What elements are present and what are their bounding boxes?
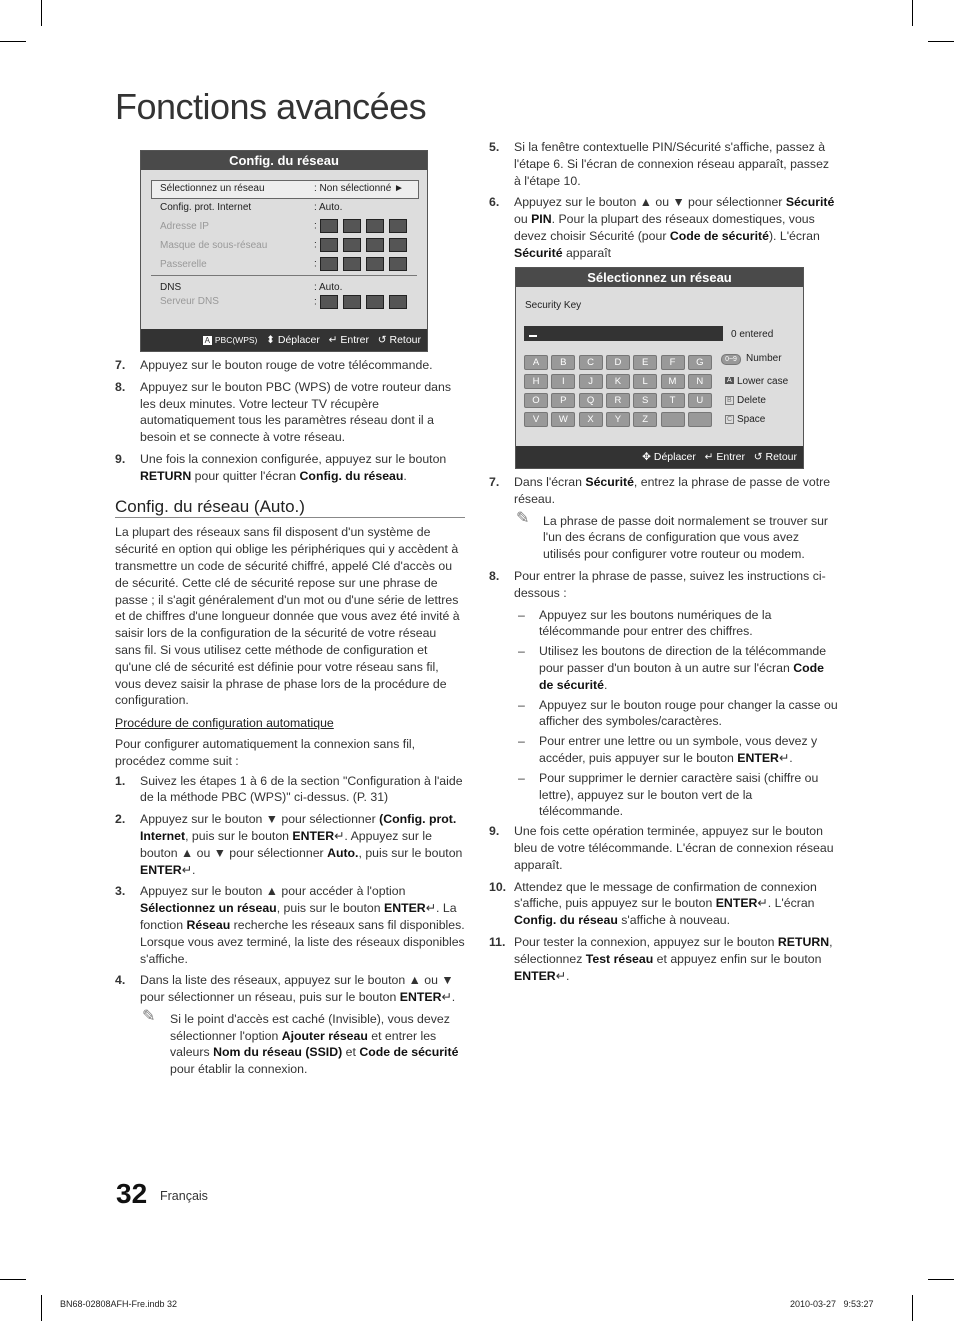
keyboard-key[interactable]: U [688,393,712,408]
subhead: Procédure de configuration automatique [115,716,334,731]
security-key-input[interactable] [524,326,723,341]
keyboard-key[interactable]: F [661,355,685,370]
crop-mark [41,1295,42,1321]
space-label: Space [737,414,766,425]
return-label: Retour [765,451,797,463]
keyboard-key[interactable]: K [606,374,630,389]
keyboard-key[interactable]: Z [633,412,657,427]
step-10: 10. Attendez que le message de confirmation de connexion s'affiche, puis appuyez sur le bouton ENTER↵. L'écran Config. du réseau s'affiche à nouveau. [489,879,817,928]
note: ✎ Si le point d'accès est caché (Invisible), vous devez sélectionner l'option Ajouter réseau et entrer les valeurs Nom du réseau (SSID) et Code de sécurité pour établir la connexion. [142,1007,459,1077]
print-footer-left: BN68-02808AFH-Fre.indb 32 [60,1299,178,1309]
keyboard-key[interactable]: D [606,355,630,370]
a-key-icon: A [727,377,732,384]
crop-mark [41,0,42,26]
intro-paragraph: La plupart des réseaux sans fil disposent d'un système de sécurité en option qui oblige les périphériques qui y accèdent à transmettre un code de sécurité chiffré, appelé Clé d'accès ou de sécurité. Cette clé de sécurité repose sur une phrase de passe ; il s'agit généralement d'un mot ou d'une série de lettres et de chiffres d'une longueur donnée que vous avez été invité à saisir lors de la configuration de la sécurité de votre réseau sans fil. Si vous utilisez cette méthode de configuration et qu'une clé de sécurité est définie pour votre réseau sans fil, vous devez saisir la phrase de phase lors de la procédure de configuration. [115,525,460,708]
step-8: 8. Appuyez sur le bouton PBC (WPS) de votre routeur dans les deux minutes. Votre lecteur TV récupère automatiquement tous les paramètres réseau dont il a besoin et se connecte à votre réseau. [115,379,451,445]
menu-row-value: : Auto. [314,282,343,293]
keyboard-key[interactable]: S [633,393,657,408]
screen-footer [141,329,427,351]
section-title: Config. du réseau (Auto.) [115,499,465,519]
number-key[interactable]: 0~9 [721,354,741,365]
crop-mark [928,1279,954,1280]
menu-row-label: Serveur DNS [160,296,219,307]
entered-count: 0 entered [731,329,774,340]
lower-case-label: Lower case [737,376,789,387]
menu-row-label[interactable]: DNS [160,282,182,293]
keyboard-key[interactable]: M [661,374,685,389]
crop-mark [912,0,913,26]
step-5: 5. Si la fenêtre contextuelle PIN/Sécurité s'affiche, passez à l'étape 6. Si l'écran de connexion réseau apparaît, passez à l'étape 10. [489,140,830,188]
crop-mark [0,41,26,42]
crop-mark [0,1279,26,1280]
enter-icon: ↵ [334,828,345,843]
step-2: 2. Appuyez sur le bouton ▼ pour sélectionner (Config. prot. Internet, puis sur le bouton ENTER↵. Appuyez sur le bouton ▲ ou ▼ pour sélectionner Auto., puis sur le bouton ENTER↵. [115,812,463,877]
keyboard-key-blank[interactable] [661,412,685,427]
keyboard-key[interactable]: E [633,355,657,370]
pbc-label: PBC(WPS) [214,335,258,345]
menu-row-value: : Auto. [314,202,343,213]
dash-item: – Pour entrer une lettre ou un symbole, vous devez y accéder, puis appuyer sur le bouton ENTER↵. [518,734,818,765]
security-key-label: Security Key [525,300,582,311]
screen-footer [516,446,803,468]
keyboard-key[interactable]: L [633,374,657,389]
keyboard-key[interactable]: Y [606,412,630,427]
page-language: Français [160,1189,208,1203]
enter-icon: ↵ [555,968,566,983]
enter-label: Entrer [716,451,745,463]
page-number: 32 [116,1178,148,1209]
right-column-bottom [489,474,839,989]
keyboard-key[interactable]: P [551,393,575,408]
move-label: Déplacer [277,334,320,346]
menu-row-value: : Non sélectionné ► [314,183,404,194]
keyboard-key[interactable]: W [551,412,575,427]
screen-title: Config. du réseau [141,151,427,170]
menu-row-label[interactable]: Config. prot. Internet [160,202,252,213]
keyboard-key[interactable]: C [579,355,603,370]
menu-row-label: Masque de sous-réseau [160,240,268,251]
network-config-screen [140,150,428,352]
dash-item: – Pour supprimer le dernier caractère saisi (chiffre ou lettre), appuyez sur le bouton vert de la télécommande. [518,770,819,819]
step-7: 7. Appuyez sur le bouton rouge de votre télécommande. [115,358,433,372]
step-3: 3. Appuyez sur le bouton ▲ pour accéder à l'option Sélectionnez un réseau, puis sur le bouton ENTER↵. La fonction Réseau recherche les réseaux sans fil disponibles. Lorsque vous avez terminé, la liste des réseaux disponibles s'affiche. [115,884,465,966]
print-footer-right: 2010-03-27 9:53:27 [790,1299,874,1309]
c-key-icon: C [727,416,733,423]
enter-label: Entrer [340,334,369,346]
dash-item: – Utilisez les boutons de direction de la télécommande pour passer d'un bouton à un autre sur l'écran Code de sécurité. [518,644,827,692]
a-key-icon: A [204,336,210,345]
b-key-icon: B [727,397,732,404]
enter-icon: ↵ [704,451,714,463]
keyboard-key[interactable]: X [579,412,603,427]
keyboard-key[interactable]: V [524,412,548,427]
move-arrows-icon: ✥ [642,451,651,463]
keyboard-key[interactable]: T [661,393,685,408]
return-label: Retour [389,334,421,346]
enter-icon: ↵ [425,901,437,916]
menu-row-value: : [314,238,412,252]
screen-title: Sélectionnez un réseau [516,268,803,287]
keyboard-key[interactable]: R [606,393,630,408]
keyboard-key[interactable]: G [688,355,712,370]
menu-row-value: : [314,219,412,233]
step-1: 1. Suivez les étapes 1 à 6 de la section "Configuration à l'aide de la méthode PBC (WPS)" ci-dessus. (P. 31) [115,773,463,805]
move-label: Déplacer [653,451,696,463]
sub-intro: Pour configurer automatiquement la connexion sans fil, procédez comme suit : [115,736,416,768]
dash-item: – Appuyez sur le bouton rouge pour changer la casse ou afficher des symboles/caractères. [518,697,838,729]
step-11: 11. Pour tester la connexion, appuyez sur le bouton RETURN, sélectionnez Test réseau et appuyez enfin sur le bouton ENTER↵. [489,934,833,983]
left-column [115,357,465,1083]
keyboard-key[interactable]: B [551,355,575,370]
keyboard-key[interactable]: J [579,374,603,389]
step-8b: 8. Pour entrer la phrase de passe, suivez les instructions ci-dessous : [489,568,826,600]
enter-icon: ↵ [181,862,192,877]
menu-row-value: : [314,295,412,309]
pencil-icon: ✎ [142,1007,156,1025]
number-label: Number [746,353,782,364]
dash-item: – Appuyez sur les boutons numériques de la télécommande pour entrer des chiffres. [518,607,772,639]
keyboard-key[interactable]: A [524,355,548,370]
crop-mark [912,1295,913,1321]
keyboard-key[interactable]: H [524,374,548,389]
step-9: 9. Une fois la connexion configurée, appuyez sur le bouton RETURN pour quitter l'écran Config. du réseau. [115,451,447,483]
menu-row-label: Adresse IP [160,221,209,232]
enter-icon: ↵ [441,990,452,1005]
crop-mark [928,41,954,42]
pencil-icon: ✎ [516,509,530,527]
enter-icon: ↵ [778,750,790,765]
keyboard-key[interactable]: N [688,374,712,389]
note: ✎ La phrase de passe doit normalement se trouver sur l'un des écrans de configuration que vous avez utilisés pour configurer votre routeur ou modem. [516,509,829,562]
keyboard-key-blank[interactable] [688,412,712,427]
keyboard-key[interactable]: O [524,393,548,408]
keyboard-key[interactable]: Q [579,393,603,408]
menu-row-label: Passerelle [160,259,207,270]
delete-label: Delete [737,395,766,406]
keyboard-key[interactable]: I [551,374,575,389]
step-7b: 7. Dans l'écran Sécurité, entrez la phrase de passe de votre réseau. [489,475,831,506]
return-icon: ↺ [753,451,763,463]
step-9b: 9. Une fois cette opération terminée, appuyez sur le bouton bleu de votre télécommande. L'écran de connexion réseau apparaît. [489,824,834,872]
menu-row-label[interactable]: Sélectionnez un réseau [160,183,265,194]
page-title: Fonctions avancées [115,86,427,127]
step-6: 6. Appuyez sur le bouton ▲ ou ▼ pour sélectionner Sécurité ou PIN. Pour la plupart des réseaux domestiques, vous devez choisir Sécurité (pour Code de sécurité). L'écran Sécurité apparaît [489,195,835,260]
step-4: 4. Dans la liste des réseaux, appuyez sur le bouton ▲ ou ▼ pour sélectionner un réseau, puis sur le bouton ENTER↵. [115,973,456,1005]
menu-row-value: : [314,257,412,271]
right-column-top [489,139,839,267]
updown-icon: ⬍ [266,334,275,346]
enter-icon: ↵ [328,334,338,346]
return-icon: ↺ [377,334,387,346]
security-key-screen [515,267,804,469]
enter-icon: ↵ [757,896,768,911]
divider [151,275,417,276]
